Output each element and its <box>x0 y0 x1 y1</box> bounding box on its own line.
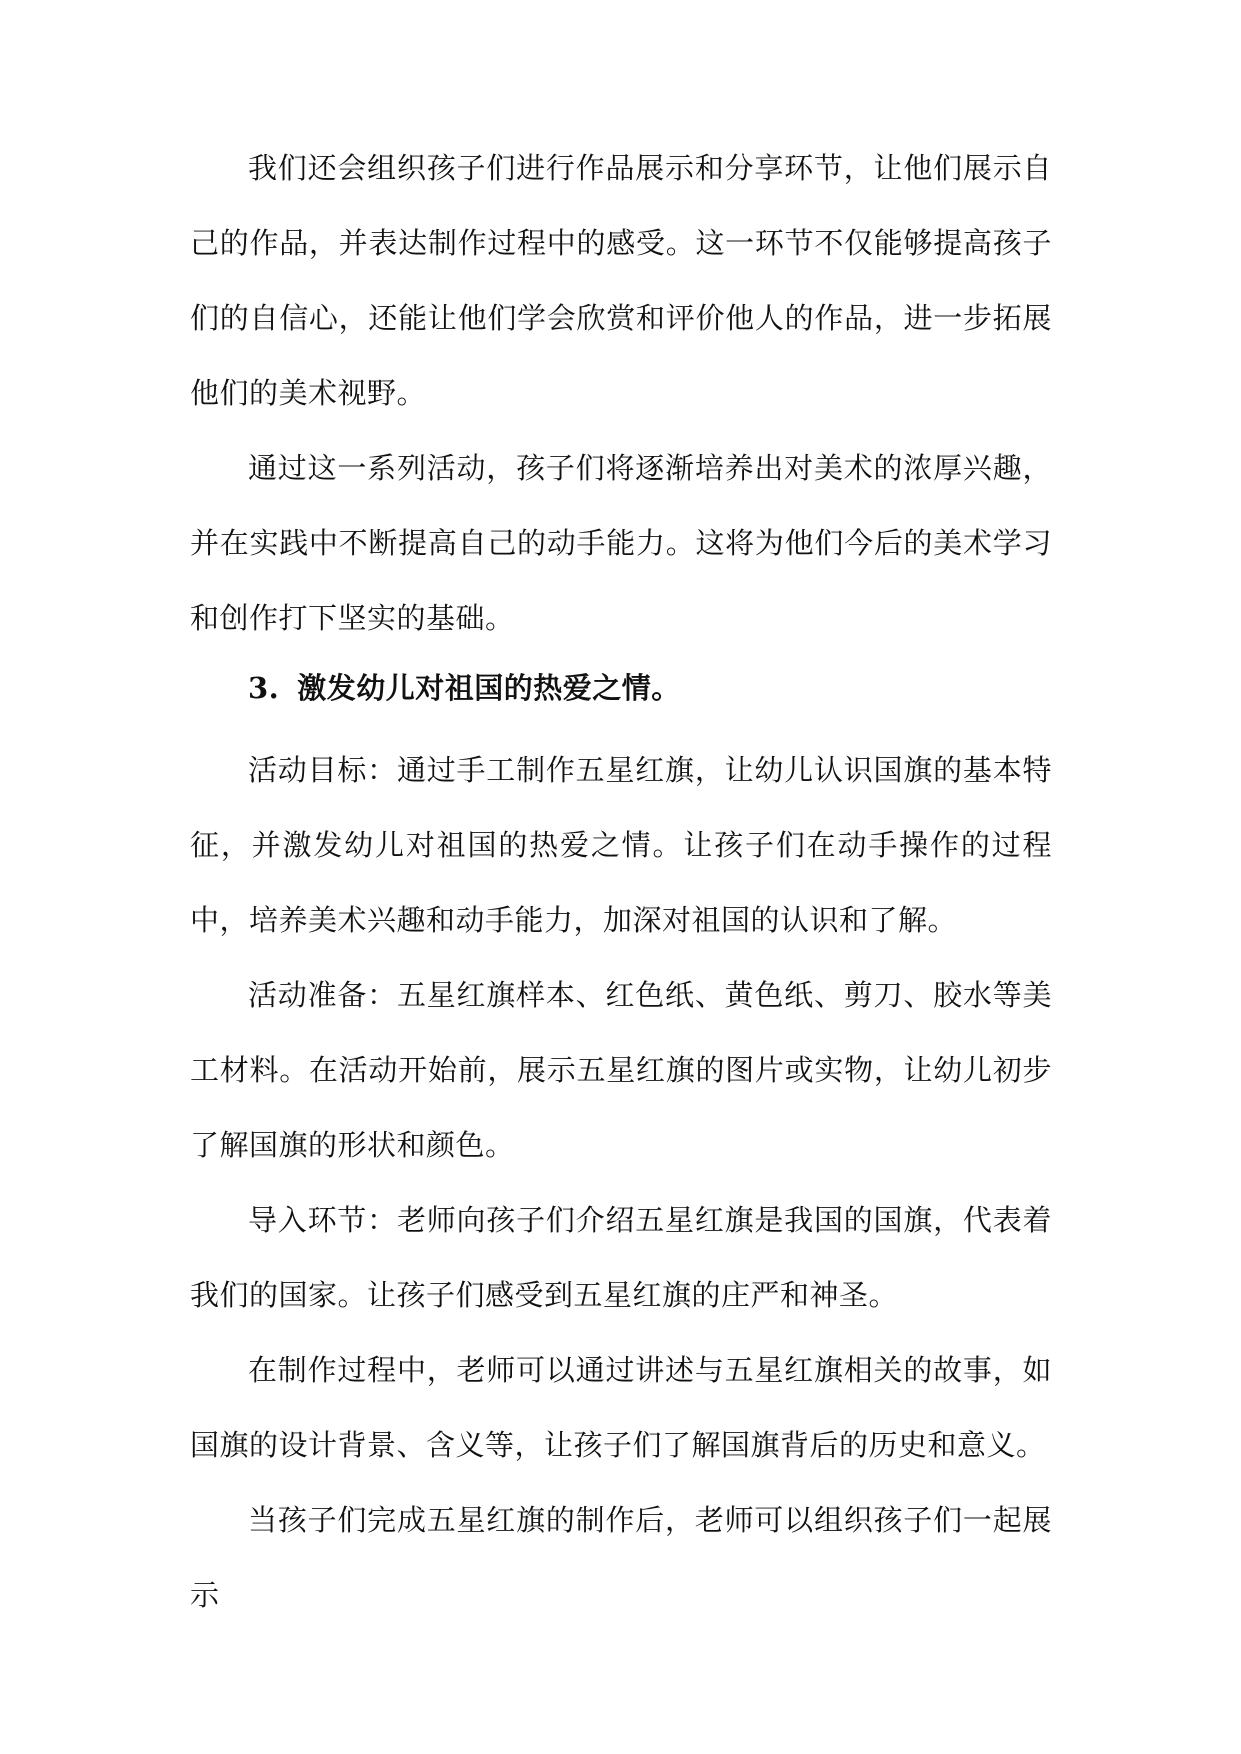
paragraph-showcase: 我们还会组织孩子们进行作品展示和分享环节，让他们展示自己的作品，并表达制作过程中的感受。这一环节不仅能够提高孩子们的自信心，还能让他们学会欣赏和评价他人的作品，进一步拓展他们的美术视野。 <box>190 151 1052 410</box>
paragraph-display: 当孩子们完成五星红旗的制作后，老师可以组织孩子们一起展示 <box>190 1503 1052 1612</box>
paragraph-goal: 活动目标：通过手工制作五星红旗，让幼儿认识国旗的基本特征，并激发幼儿对祖国的热爱之情。让孩子们在动手操作的过程中，培养美术兴趣和动手能力，加深对祖国的认识和了解。 <box>190 753 1052 937</box>
paragraph-introduction: 导入环节：老师向孩子们介绍五星红旗是我国的国旗，代表着我们的国家。让孩子们感受到五星红旗的庄严和神圣。 <box>190 1203 1052 1312</box>
paragraph-summary: 通过这一系列活动，孩子们将逐渐培养出对美术的浓厚兴趣，并在实践中不断提高自己的动手能力。这将为他们今后的美术学习和创作打下坚实的基础。 <box>190 451 1052 635</box>
paragraph-process: 在制作过程中，老师可以通过讲述与五星红旗相关的故事，如国旗的设计背景、含义等，让孩子们了解国旗背后的历史和意义。 <box>190 1353 1052 1462</box>
section-heading <box>248 651 1052 726</box>
section-number: 3. <box>248 671 280 705</box>
paragraph-preparation: 活动准备：五星红旗样本、红色纸、黄色纸、剪刀、胶水等美工材料。在活动开始前，展示五星红旗的图片或实物，让幼儿初步了解国旗的形状和颜色。 <box>190 978 1052 1162</box>
section-title: 激发幼儿对祖国的热爱之情。 <box>297 671 681 705</box>
